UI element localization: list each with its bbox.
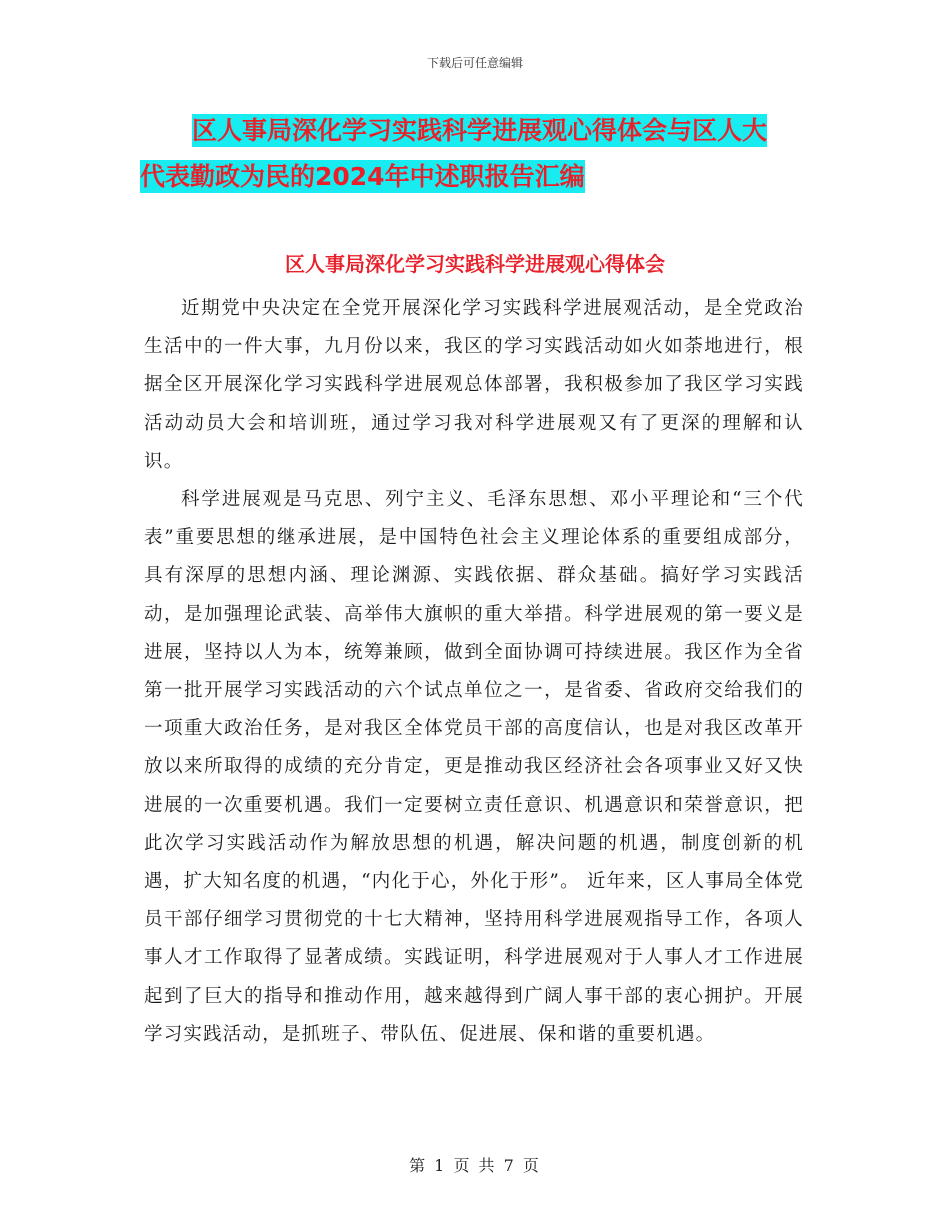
- paragraph-2: 科学进展观是马克思、列宁主义、毛泽东思想、邓小平理论和“三个代表”重要思想的继承进展，是中国特色社会主义理论体系的重要组成部分，具有深厚的思想内涵、理论渊源、实践依据、群众基础。搞好学习实践活动，是加强理论武装、高举伟大旗帜的重大举措。科学进展观的第一要义是进展，坚持以人为本，统筹兼顾，做到全面协调可持续进展。我区作为全省第一批开展学习实践活动的六个试点单位之一，是省委、省政府交给我们的一项重大政治任务，是对我区全体党员干部的高度信认，也是对我区改革开放以来所取得的成绩的充分肯定，更是推动我区经济社会各项事业又好又快进展的一次重要机遇。我们一定要树立责任意识、机遇意识和荣誉意识，把此次学习实践活动作为解放思想的机遇，解决问题的机遇，制度创新的机遇，扩大知名度的机遇，“内化于心，外化于形”。 近年来，区人事局全体党员干部仔细学习贯彻党的十七大精神，坚持用科学进展观指导工作，各项人事人才工作取得了显著成绩。实践证明，科学进展观对于人事人才工作进展起到了巨大的指导和推动作用，越来越得到广阔人事干部的衷心拥护。开展学习实践活动，是抓班子、带队伍、促进展、保和谐的重要机遇。: [144, 489, 804, 1045]
- header-note: 下载后可任意编辑: [426, 56, 523, 70]
- paragraph-1: 近期党中央决定在全党开展深化学习实践科学进展观活动，是全党政治生活中的一件大事，九月份以来，我区的学习实践活动如火如荼地进行，根据全区开展深化学习实践科学进展观总体部署，我积极参加了我区学习实践活动动员大会和培训班，通过学习我对科学进展观又有了更深的理解和认识。: [144, 298, 804, 472]
- body-text: [144, 290, 804, 1054]
- document-title-line-2-text: 代表勤政为民的2024年中述职报告汇编: [140, 162, 585, 191]
- document-title-line-2: [140, 154, 820, 200]
- document-title-line-1-text: 区人事局深化学习实践科学进展观心得体会与区人大: [192, 116, 768, 145]
- page-number-footer: 第 1 页 共 7 页: [409, 1156, 541, 1175]
- section-heading: 区人事局深化学习实践科学进展观心得体会: [285, 252, 665, 276]
- document-title-line-1: [140, 108, 820, 154]
- document-title: [140, 108, 820, 200]
